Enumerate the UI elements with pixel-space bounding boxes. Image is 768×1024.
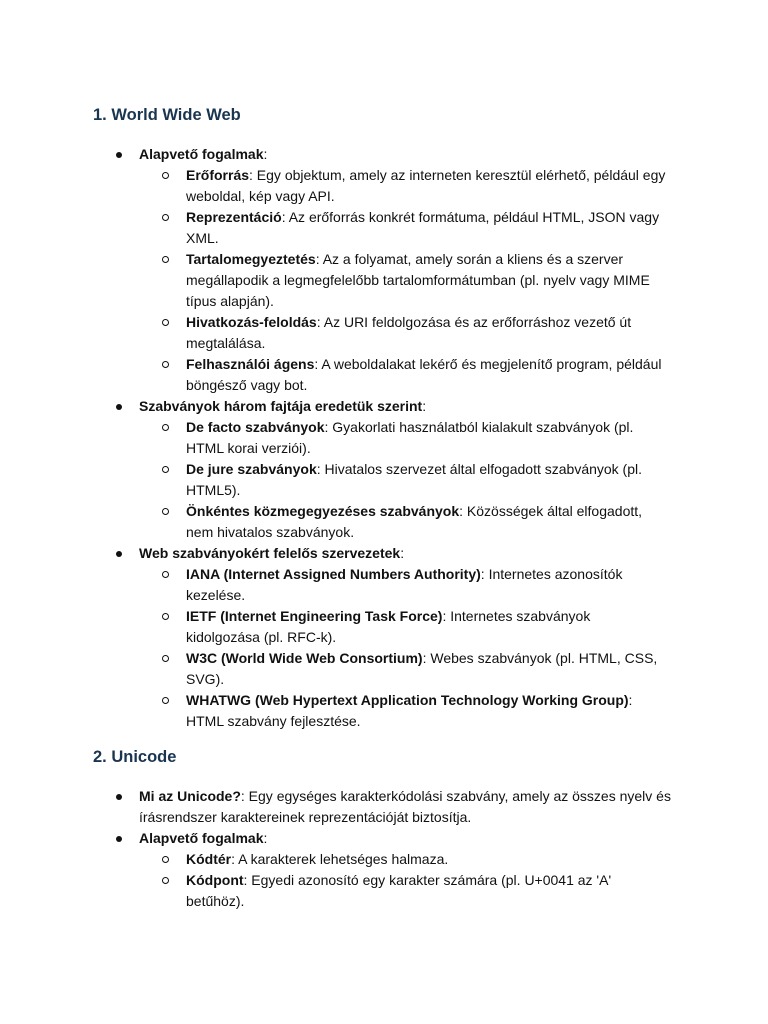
item-text: : Egyedi azonosító egy karakter számára (pl. U+0041 az 'A' betűhöz). [186, 872, 612, 909]
item-term: IETF (Internet Engineering Task Force) [186, 608, 443, 624]
sub-list-item [139, 870, 666, 912]
item-term: Mi az Unicode? [139, 788, 241, 804]
item-text: : A karakterek lehetséges halmaza. [231, 851, 449, 867]
sub-list-item [139, 648, 666, 690]
circle-bullet-icon [162, 424, 169, 431]
item-term: Reprezentáció [186, 209, 282, 225]
circle-bullet-icon [162, 466, 169, 473]
item-term: Szabványok három fajtája eredetük szerint [139, 398, 423, 414]
sub-list-item [139, 606, 666, 648]
bullet-icon [116, 836, 122, 842]
circle-bullet-icon [162, 571, 169, 578]
list-item [93, 786, 694, 828]
bullet-icon [116, 404, 122, 410]
circle-bullet-icon [162, 214, 169, 221]
sub-list-item [139, 354, 666, 396]
item-text: : [263, 146, 268, 162]
sub-list-item [139, 417, 666, 459]
sub-list-item [139, 312, 666, 354]
circle-bullet-icon [162, 319, 169, 326]
bullet-icon [116, 551, 122, 557]
item-text: : A weboldalakat lekérő és megjelenítő program, például böngésző vagy bot. [186, 356, 662, 393]
item-term: Kódpont [186, 872, 244, 888]
sub-list-item [139, 249, 666, 312]
circle-bullet-icon [162, 655, 169, 662]
sub-list-item [139, 501, 666, 543]
item-term: De facto szabványok [186, 419, 325, 435]
section-heading: 2. Unicode [93, 748, 177, 766]
section-world-wide-web [93, 103, 693, 732]
item-text: : [400, 545, 405, 561]
list-item [93, 828, 693, 912]
item-text: : [263, 830, 268, 846]
item-text: : Egy objektum, amely az interneten keresztül elérhető, például egy weboldal, kép vagy API. [186, 167, 666, 204]
item-text: : Webes szabványok (pl. HTML, CSS, SVG). [186, 650, 658, 687]
sub-list [139, 564, 693, 732]
item-term: W3C (World Wide Web Consortium) [186, 650, 423, 666]
item-term: De jure szabványok [186, 461, 317, 477]
bullet-icon [116, 794, 122, 800]
circle-bullet-icon [162, 697, 169, 704]
sub-list-item [139, 564, 666, 606]
sub-list [139, 849, 693, 912]
item-text: : Közösségek által elfogadott, nem hivatalos szabványok. [186, 503, 643, 540]
item-text: : Az erőforrás konkrét formátuma, például HTML, JSON vagy XML. [186, 209, 660, 246]
sub-list-item [139, 849, 666, 870]
section-unicode [93, 745, 693, 912]
bullet-list [93, 144, 693, 732]
circle-bullet-icon [162, 856, 169, 863]
item-text: : Gyakorlati használatból kialakult szabványok (pl. HTML korai verziói). [186, 419, 634, 456]
sub-list-item [139, 690, 666, 732]
item-term: IANA (Internet Assigned Numbers Authority) [186, 566, 481, 582]
item-term: Felhasználói ágens [186, 356, 315, 372]
item-term: WHATWG (Web Hypertext Application Technology Working Group) [186, 692, 629, 708]
list-item [93, 543, 693, 732]
bullet-icon [116, 152, 122, 158]
circle-bullet-icon [162, 172, 169, 179]
item-term: Önkéntes közmegegyezéses szabványok [186, 503, 460, 519]
item-term: Web szabványokért felelős szervezetek [139, 545, 401, 561]
item-term: Erőforrás [186, 167, 250, 183]
sub-list-item [139, 459, 666, 501]
sub-list-item [139, 165, 666, 207]
section-heading: 1. World Wide Web [93, 106, 241, 124]
item-text: : Internetes azonosítók kezelése. [186, 566, 623, 603]
sub-list [139, 417, 693, 543]
item-text: : Internetes szabványok kidolgozása (pl. RFC-k). [186, 608, 591, 645]
circle-bullet-icon [162, 508, 169, 515]
item-text: : Az URI feldolgozása és az erőforráshoz vezető út megtalálása. [186, 314, 632, 351]
item-term: Kódtér [186, 851, 232, 867]
item-term: Hivatkozás-feloldás [186, 314, 317, 330]
item-text: : Hivatalos szervezet által elfogadott szabványok (pl. HTML5). [186, 461, 643, 498]
circle-bullet-icon [162, 256, 169, 263]
circle-bullet-icon [162, 613, 169, 620]
item-text: : Az a folyamat, amely során a kliens és a szerver megállapodik a legmegfelelőbb tartalomformátumban (pl. nyelv vagy MIME típus alapján). [186, 251, 650, 309]
list-item [93, 144, 693, 396]
circle-bullet-icon [162, 361, 169, 368]
sub-list [139, 165, 693, 396]
item-text: : [422, 398, 427, 414]
item-term: Alapvető fogalmak [139, 830, 264, 846]
list-item [93, 396, 693, 543]
bullet-list [93, 786, 693, 912]
item-term: Tartalomegyeztetés [186, 251, 316, 267]
item-term: Alapvető fogalmak [139, 146, 264, 162]
circle-bullet-icon [162, 877, 169, 884]
sub-list-item [139, 207, 666, 249]
item-text: : Egy egységes karakterkódolási szabvány, amely az összes nyelv és írásrendszer karaktereinek reprezentációját biztosítja. [139, 788, 671, 825]
item-text: : HTML szabvány fejlesztése. [186, 692, 633, 729]
